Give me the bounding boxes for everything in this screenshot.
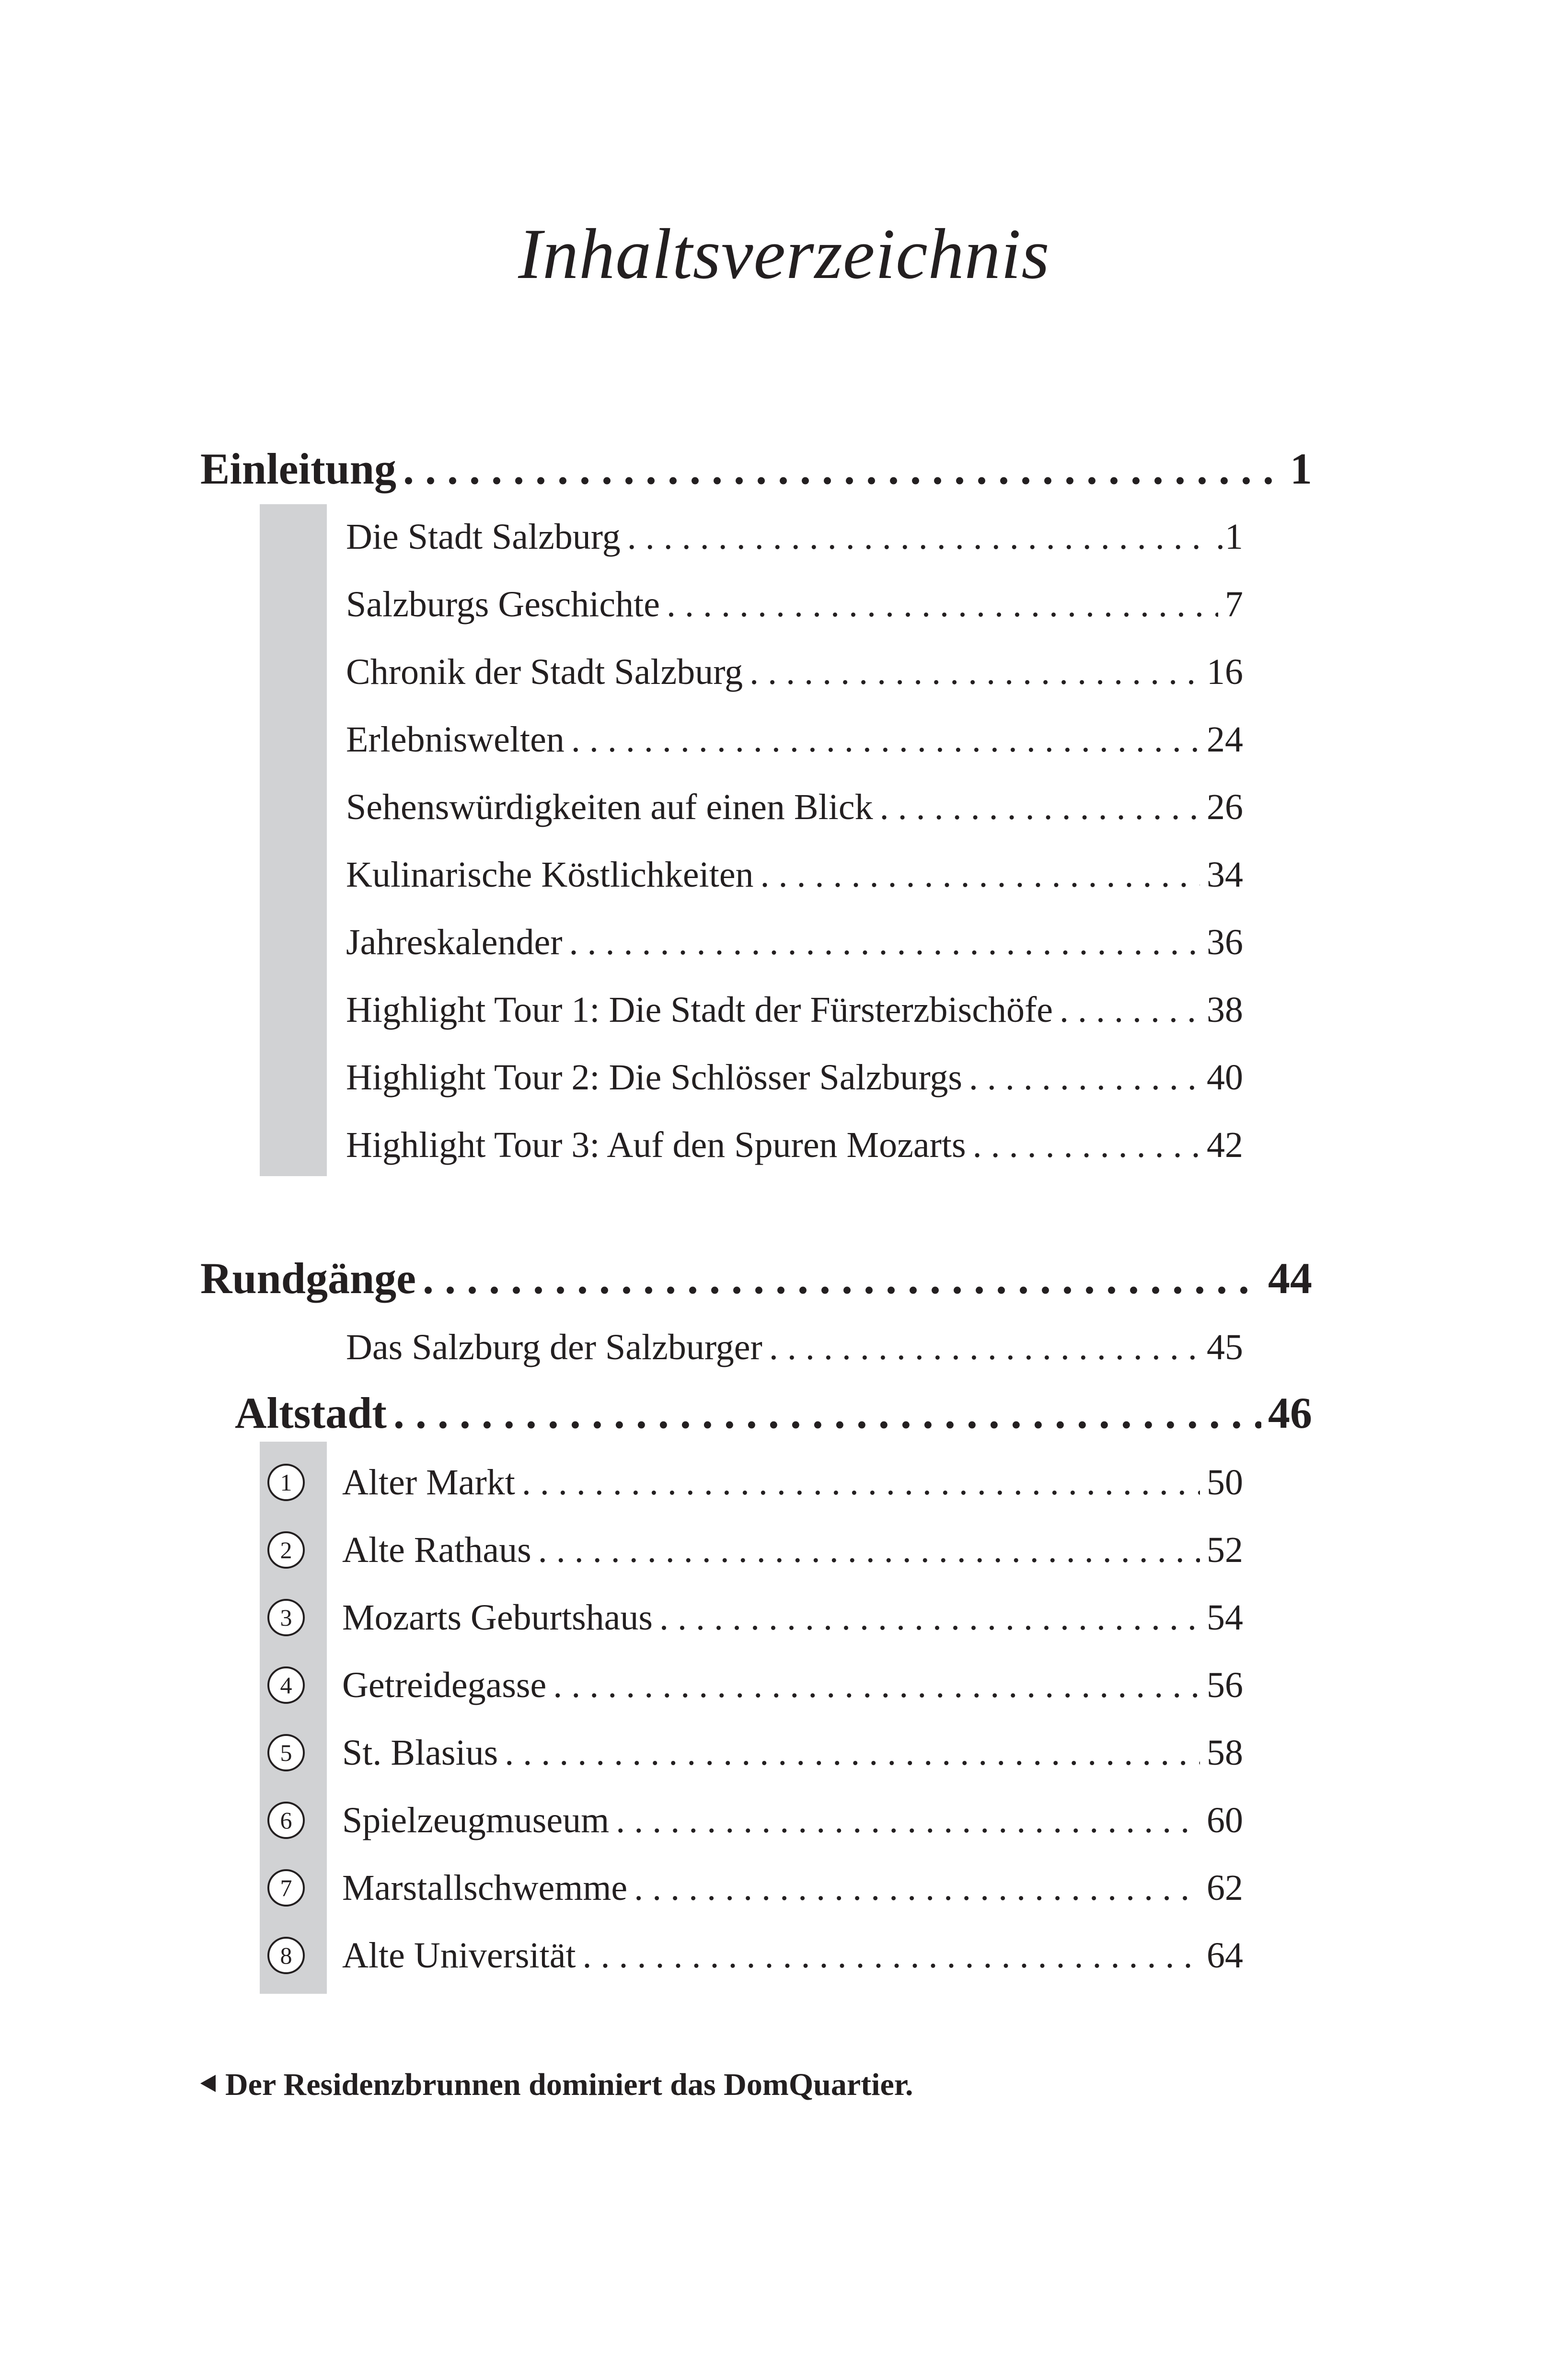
toc-entry[interactable] — [346, 582, 1243, 626]
toc-entry[interactable] — [346, 785, 1243, 829]
toc-entry[interactable] — [342, 1528, 1243, 1572]
toc-entry[interactable] — [342, 1460, 1243, 1504]
section-label: Einleitung — [200, 444, 397, 493]
toc-entry[interactable] — [342, 1731, 1243, 1775]
entry-label: Sehenswürdigkeiten auf einen Blick — [346, 787, 873, 827]
section-page: 44 — [1268, 1254, 1312, 1303]
entry-page: 38 — [1207, 990, 1243, 1030]
entry-page: 16 — [1207, 652, 1243, 692]
dot-leader — [569, 920, 1200, 964]
toc-entry[interactable] — [346, 920, 1243, 964]
entry-label: Jahreskalender — [346, 922, 563, 962]
toc-entry[interactable] — [346, 1123, 1243, 1167]
page-title: Inhaltsverzeichnis — [518, 214, 1050, 294]
dot-leader — [634, 1866, 1200, 1910]
dot-leader — [583, 1933, 1200, 1977]
number-badge: 3 — [267, 1599, 305, 1636]
toc-entry[interactable] — [342, 1933, 1243, 1977]
dot-leader — [571, 717, 1200, 762]
dot-leader — [393, 1387, 1261, 1439]
entry-page: 64 — [1207, 1935, 1243, 1976]
entry-page: 34 — [1207, 855, 1243, 895]
section-page: 1 — [1290, 444, 1312, 493]
toc-entry[interactable] — [346, 1055, 1243, 1099]
number-badge: 4 — [267, 1666, 305, 1704]
entry-label: Highlight Tour 3: Auf den Spuren Mozarts — [346, 1125, 966, 1165]
toc-entry[interactable] — [342, 1798, 1243, 1842]
number-badge: 8 — [267, 1937, 305, 1974]
einleitung-sidebar-bar — [260, 504, 327, 1176]
toc-entry[interactable] — [346, 515, 1243, 559]
entry-page: 50 — [1207, 1462, 1243, 1503]
toc-entry[interactable] — [346, 650, 1243, 694]
entry-label: Erlebniswelten — [346, 719, 565, 760]
entry-label: Salzburgs Geschichte — [346, 584, 660, 624]
entry-label: St. Blasius — [342, 1733, 498, 1773]
entry-page: 56 — [1207, 1665, 1243, 1705]
triangle-left-icon — [200, 2075, 216, 2092]
entry-page: 7 — [1225, 584, 1243, 624]
entry-page: 60 — [1207, 1800, 1243, 1840]
dot-leader — [627, 515, 1209, 559]
entry-label: Alter Markt — [342, 1462, 515, 1503]
caption-text: Der Residenzbrunnen dominiert das DomQuartier. — [225, 2067, 913, 2102]
number-badge: 7 — [267, 1869, 305, 1907]
entry-label: Marstallschwemme — [342, 1868, 628, 1908]
entry-label: Highlight Tour 1: Die Stadt der Fürsterzbischöfe — [346, 990, 1053, 1030]
number-badge: 5 — [267, 1734, 305, 1771]
dot-leader — [616, 1798, 1200, 1842]
toc-entry[interactable] — [346, 988, 1243, 1032]
altstadt-sidebar-bar — [260, 1442, 327, 1994]
dot-leader — [505, 1731, 1200, 1775]
toc-entry[interactable] — [346, 853, 1243, 897]
number-badge: 6 — [267, 1802, 305, 1839]
toc-entry[interactable] — [342, 1663, 1243, 1707]
entry-page: .1 — [1216, 517, 1243, 557]
dot-leader — [880, 785, 1200, 829]
entry-page: 62 — [1207, 1868, 1243, 1908]
section-label: Altstadt — [235, 1388, 387, 1437]
number-badge: 2 — [267, 1531, 305, 1569]
entry-page: 58 — [1207, 1733, 1243, 1773]
dot-leader — [538, 1528, 1200, 1572]
entry-page: 45 — [1207, 1327, 1243, 1367]
entry-label: Alte Rathaus — [342, 1530, 531, 1570]
entry-page: 36 — [1207, 922, 1243, 962]
number-badge: 1 — [267, 1464, 305, 1501]
entry-label: Mozarts Geburtshaus — [342, 1597, 653, 1638]
dot-leader — [749, 650, 1200, 694]
toc-entry[interactable] — [342, 1596, 1243, 1640]
dot-leader — [973, 1123, 1200, 1167]
toc-entry[interactable] — [342, 1866, 1243, 1910]
entry-page: 24 — [1207, 719, 1243, 760]
dot-leader — [553, 1663, 1200, 1707]
entry-label: Kulinarische Köstlichkeiten — [346, 855, 754, 895]
entry-page: 52 — [1207, 1530, 1243, 1570]
section-label: Rundgänge — [200, 1254, 416, 1303]
section-page: 46 — [1268, 1388, 1312, 1437]
entry-label: Das Salzburg der Salzburger — [346, 1327, 762, 1367]
dot-leader — [667, 582, 1218, 626]
entry-label: Spielzeugmuseum — [342, 1800, 610, 1840]
entry-page: 40 — [1207, 1057, 1243, 1098]
dot-leader — [969, 1055, 1200, 1099]
entry-page: 42 — [1207, 1125, 1243, 1165]
toc-section-einleitung[interactable] — [200, 442, 1312, 495]
dot-leader — [659, 1596, 1200, 1640]
entry-label: Alte Universität — [342, 1935, 576, 1976]
entry-label: Chronik der Stadt Salzburg — [346, 652, 743, 692]
toc-section-rundgaenge[interactable] — [200, 1252, 1312, 1305]
dot-leader — [423, 1252, 1261, 1305]
image-caption — [200, 2066, 913, 2104]
dot-leader — [403, 442, 1283, 495]
dot-leader — [761, 853, 1200, 897]
dot-leader — [1060, 988, 1200, 1032]
entry-label: Highlight Tour 2: Die Schlösser Salzburgs — [346, 1057, 962, 1098]
entry-label: Die Stadt Salzburg — [346, 517, 621, 557]
entry-page: 26 — [1207, 787, 1243, 827]
entry-page: 54 — [1207, 1597, 1243, 1638]
entry-label: Getreidegasse — [342, 1665, 547, 1705]
toc-entry[interactable] — [346, 1325, 1243, 1369]
dot-leader — [522, 1460, 1200, 1504]
dot-leader — [769, 1325, 1200, 1369]
toc-entry[interactable] — [346, 717, 1243, 762]
toc-section-altstadt[interactable] — [235, 1387, 1312, 1439]
